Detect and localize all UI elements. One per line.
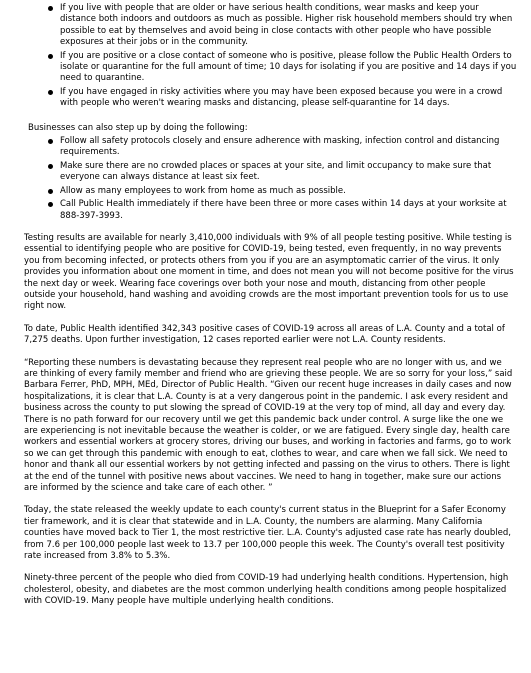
tier-update-paragraph: Today, the state released the weekly update to each county's current status in the Blueprint for a Safer Economy tier framework, and it is clear that statewide and in L.A. County, the numbers are alarming. Many California counties have moved back to Tier 1, the most restrictive tier. L.A. County's adjusted case rate has nearly doubled, from 7.6 per 100,000 people last week to 13.7 per 100,000 people this week. The County's overall test positivity rate increased from 3.8% to 5.3%. <box>24 505 511 562</box>
bullet-icon <box>48 90 53 95</box>
bullet-icon <box>48 164 53 169</box>
list-item <box>60 3 517 49</box>
list-item <box>60 199 517 222</box>
list-item <box>60 51 517 85</box>
business-lead-text: Businesses can also step up by doing the following: <box>28 122 248 133</box>
list-item-text: If you live with people that are older or have serious health conditions, wear masks and keep your distance both indoors and outdoors as much as possible. Higher risk household members should try when possible to eat by themselves and avoid being in close contacts with other people who have possible exposures at their jobs or in the community. <box>60 3 513 48</box>
list-item <box>60 161 517 184</box>
bullet-icon <box>48 6 53 11</box>
list-item-text: If you have engaged in risky activities where you may have been exposed because you were in a crowd with people who weren't wearing masks and distancing, please self-quarantine for 14 days. <box>60 86 503 109</box>
bullet-icon <box>48 202 53 207</box>
list-item-text: Make sure there are no crowded places or spaces at your site, and limit occupancy to make sure that everyone can always distance at least six feet. <box>60 160 492 183</box>
list-item <box>60 136 517 159</box>
director-quote-paragraph: “Reporting these numbers is devastating because they represent real people who are no longer with us, and we are thinking of every family member and friend who are grieving these people. We are so sorry for your loss,” said Barbara Ferrer, PhD, MPH, MEd, Director of Public Health. “Given our recent huge increases in daily cases and now hospitalizations, it is clear that L.A. County is at a very dangerous point in the pandemic. I ask every resident and business across the county to put slowing the spread of COVID-19 at the very top of mind, all day and every day. There is no path forward for our recovery until we get this pandemic back under control. A surge like the one we are experiencing is not inevitable because the weather is colder, or we are fatigued. Every single day, health care workers and essential workers at grocery stores, driving our buses, and working in factories and farms, go to work so we can get through this pandemic with enough to eat, clothes to wear, and care when we fall sick. We need to honor and thank all our essential workers by not getting infected and passing on the virus to others. There is light at the end of the tunnel with positive news about vaccines. We need to hang in together, make sure our actions are informed by the science and take care of each other. ” <box>24 357 513 494</box>
list-item-text: Allow as many employees to work from home as much as possible. <box>60 185 346 196</box>
bullet-icon <box>48 189 53 194</box>
underlying-conditions-paragraph: Ninety-three percent of the people who died from COVID-19 had underlying health conditions. Hypertension, high cholesterol, obesity, and diabetes are the most common underlying health conditions among people hospitalized with COVID-19. Many people have multiple underlying health conditions. <box>24 573 509 607</box>
list-item-text: Follow all safety protocols closely and ensure adherence with masking, infection control and distancing requirements. <box>60 136 500 158</box>
list-item-text: Call Public Health immediately if there have been three or more cases within 14 days at your worksite at 888-397-3993. <box>60 199 507 221</box>
bullet-icon <box>48 54 53 59</box>
household-advice-list <box>60 3 517 110</box>
bullet-icon <box>48 139 53 144</box>
list-item-text: If you are positive or a close contact of someone who is positive, please follow the Public Health Orders to isolate or quarantine for the full amount of time; 10 days for isolating if you are positive and 14 days if you need to quarantine. <box>60 50 517 84</box>
business-advice-list <box>60 136 517 222</box>
list-item <box>60 186 517 197</box>
case-count-paragraph: To date, Public Health identified 342,343 positive cases of COVID-19 across all areas of L.A. County and a total of 7,275 deaths. Upon further investigation, 12 cases reported earlier were not L.A. County residents. <box>24 323 505 346</box>
testing-paragraph: Testing results are available for nearly 3,410,000 individuals with 9% of all people testing positive. While testing is essential to identifying people who are positive for COVID-19, being tested, even frequently, in no way prevents you from becoming infected, or protects others from you if you are an asymptomatic carrier of the virus. It only provides you information about one moment in time, and does not mean you will not become positive for the virus the next day or week. Wearing face coverings over both your nose and mouth, distancing from other people outside your household, hand washing and avoiding crowds are the most important prevention tools for us to use right now. <box>24 232 514 312</box>
list-item <box>60 87 517 110</box>
